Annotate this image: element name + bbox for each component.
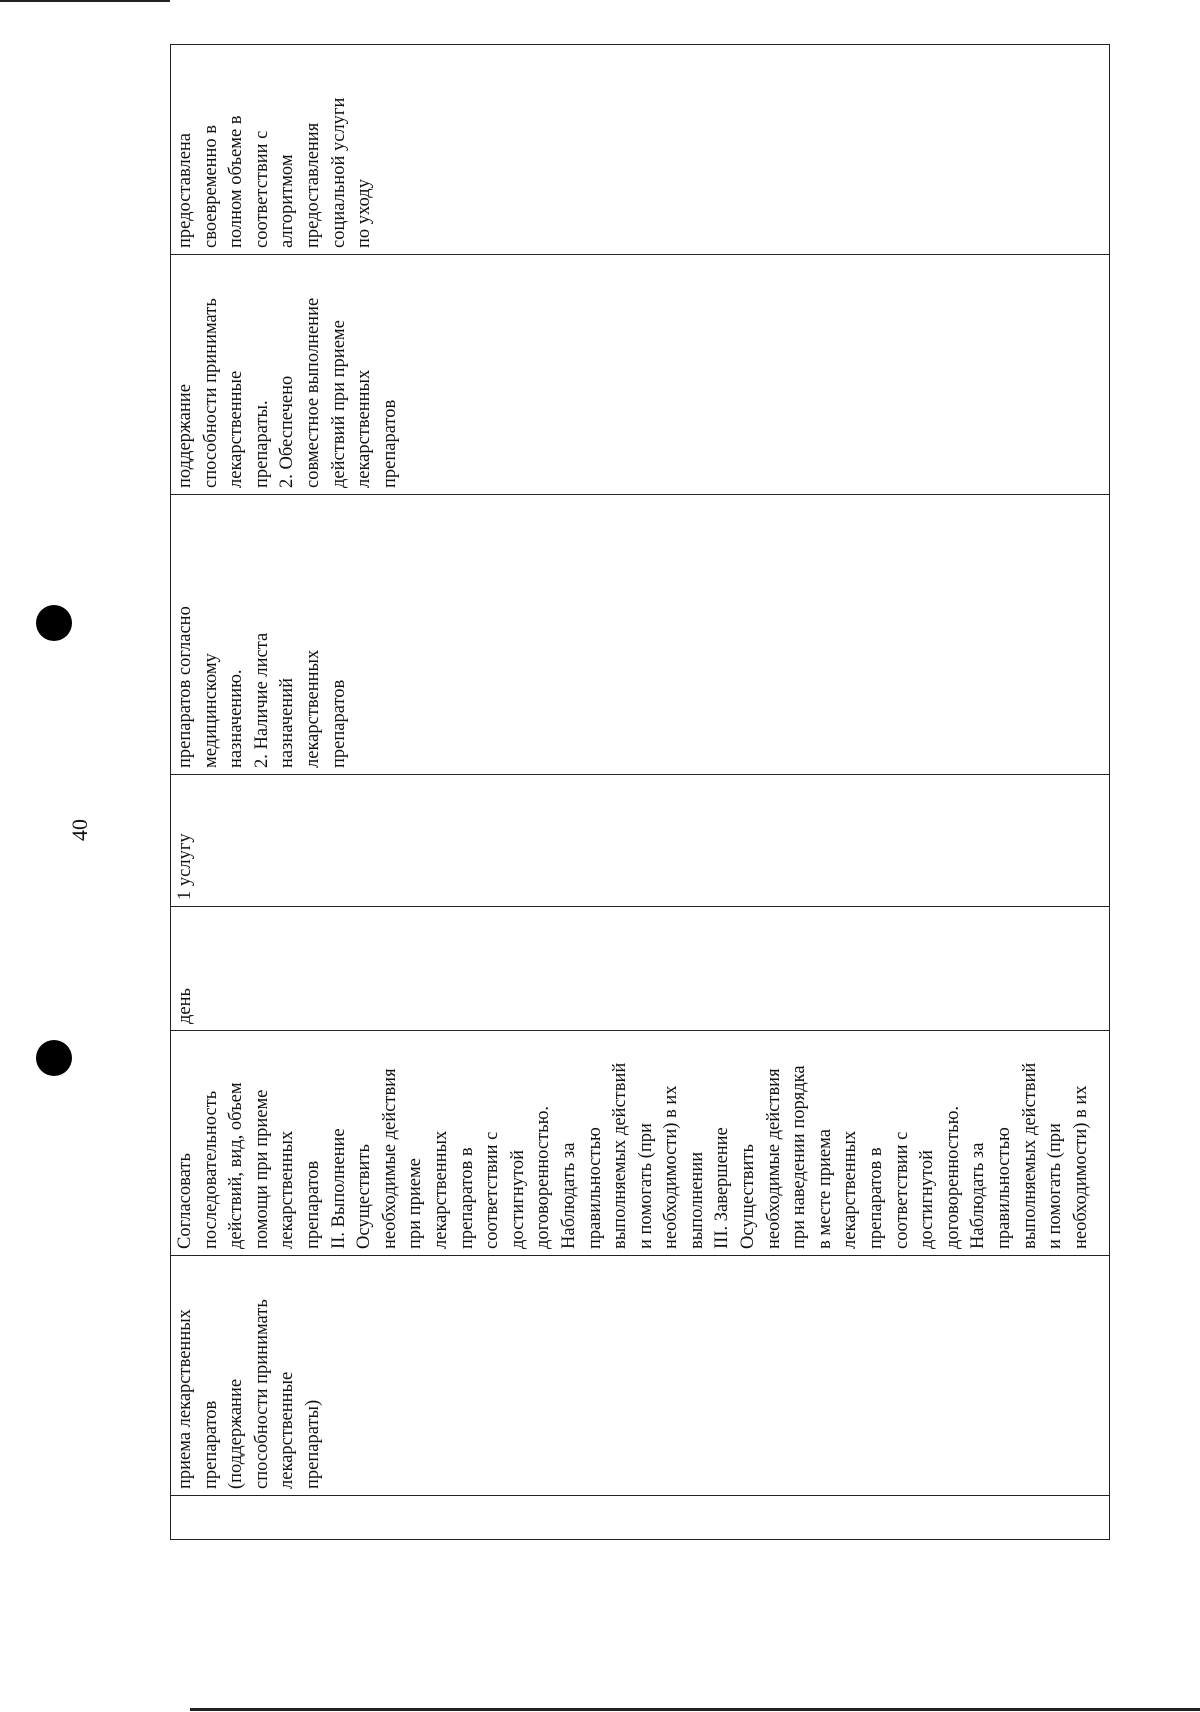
table-cell-service-name: приема лекарственных препаратов (поддержание способности принимать лекарственные препараты) — [171, 1255, 1109, 1495]
scan-edge-bottom — [190, 1708, 1200, 1711]
table-cell-periodicity: день — [171, 906, 1109, 1030]
table-cell-quality-indicators: поддержание способности принимать лекарственные препараты. 2. Обеспечено совместное выполнение действий при приеме лекарственных препаратов — [171, 254, 1109, 494]
table-cell-unit: 1 услугу — [171, 774, 1109, 906]
table-cell-procedure: Согласовать последовательность действий, вид, объем помощи при приеме лекарственных препаратов II. Выполнение Осуществить необходимые действия при приеме лекарственных препаратов в соответствии с достигнутой договоренностью. Наблюдать за правильностью выполняемых действий и помогать (при необходимости) в их выполнении III. Завершение Осуществить необходимые действия при наведении порядка в месте приема лекарственных препаратов в соответствии с достигнутой договоренностью. Наблюдать за правильностью выполняемых действий и помогать (при необходимости) в их — [171, 1030, 1109, 1255]
service-table — [170, 44, 1110, 1540]
scan-edge-top — [0, 0, 170, 2]
punch-hole-bottom — [36, 1040, 72, 1076]
page-number: 40 — [67, 819, 92, 841]
table-cell-conditions: препаратов согласно медицинскому назначению. 2. Наличие листа назначений лекарственных препаратов — [171, 494, 1109, 774]
table-cell-evaluation: предоставлена своевременно в полном объеме в соответствии с алгоритмом предоставления социальной услуги по уходу — [175, 97, 375, 248]
punch-hole-top — [36, 605, 72, 641]
table-cell-empty — [171, 1495, 1109, 1539]
